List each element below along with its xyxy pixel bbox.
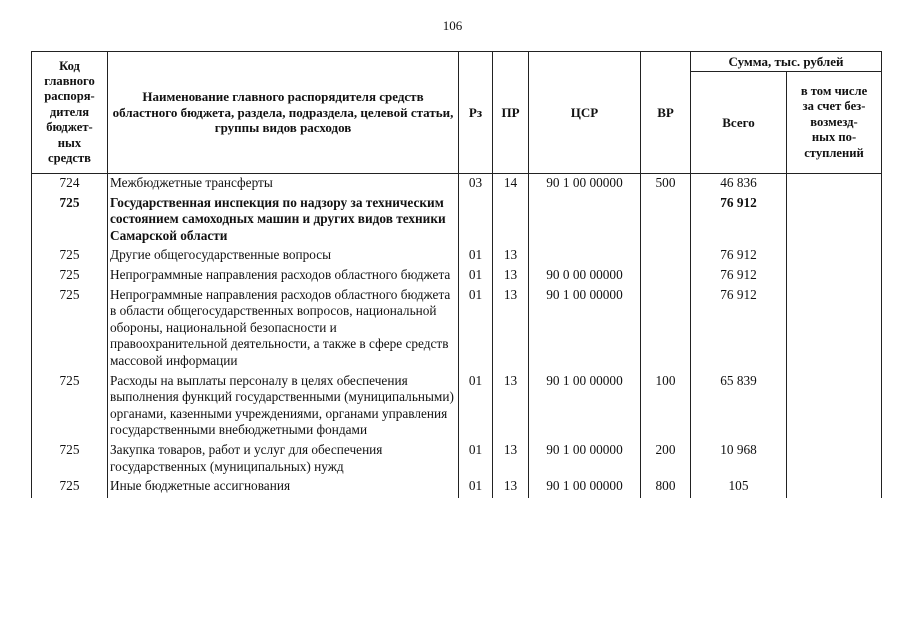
- cell-code: 725: [32, 246, 108, 266]
- cell-rz: 01: [459, 286, 493, 372]
- header-vr: ВР: [641, 52, 691, 174]
- header-rz: Рз: [459, 52, 493, 174]
- cell-vr: 100: [641, 372, 691, 441]
- cell-pr: 13: [493, 246, 529, 266]
- table-row: [32, 246, 882, 266]
- cell-rz: 01: [459, 477, 493, 498]
- cell-code: 725: [32, 477, 108, 498]
- cell-name: Межбюджетные трансферты: [108, 174, 459, 194]
- cell-gratuitous: [787, 441, 882, 477]
- cell-csr: 90 1 00 00000: [529, 441, 641, 477]
- header-total: Всего: [691, 72, 787, 174]
- table-row: [32, 372, 882, 441]
- cell-name: Иные бюджетные ассигнования: [108, 477, 459, 498]
- cell-pr: [493, 194, 529, 247]
- cell-csr: 90 1 00 00000: [529, 174, 641, 194]
- table-row: [32, 174, 882, 194]
- table-body: [32, 174, 882, 498]
- cell-gratuitous: [787, 477, 882, 498]
- header-code: Код главного распоря- дителя бюджет- ных средств: [32, 52, 108, 174]
- cell-pr: 13: [493, 372, 529, 441]
- cell-code: 724: [32, 174, 108, 194]
- cell-gratuitous: [787, 246, 882, 266]
- cell-name: Расходы на выплаты персоналу в целях обеспечения выполнения функций государственными (муниципальными) органами, казенными учреждениями, органами управления государственными внебюджетными фондами: [108, 372, 459, 441]
- cell-name: Непрограммные направления расходов областного бюджета: [108, 266, 459, 286]
- cell-vr: [641, 266, 691, 286]
- cell-csr: 90 1 00 00000: [529, 372, 641, 441]
- cell-vr: [641, 246, 691, 266]
- cell-gratuitous: [787, 174, 882, 194]
- cell-code: 725: [32, 441, 108, 477]
- cell-vr: [641, 194, 691, 247]
- cell-name: Непрограммные направления расходов областного бюджета в области общегосударственных вопросов, национальной обороны, национальной безопасности и правоохранительной деятельности, а также в сфере средств массовой информации: [108, 286, 459, 372]
- cell-csr: 90 1 00 00000: [529, 477, 641, 498]
- cell-pr: 13: [493, 266, 529, 286]
- cell-total: 76 912: [691, 194, 787, 247]
- cell-total: 46 836: [691, 174, 787, 194]
- cell-rz: 01: [459, 441, 493, 477]
- cell-total: 76 912: [691, 266, 787, 286]
- header-pr: ПР: [493, 52, 529, 174]
- budget-table: [31, 51, 882, 498]
- cell-pr: 13: [493, 477, 529, 498]
- header-csr: ЦСР: [529, 52, 641, 174]
- cell-rz: 01: [459, 372, 493, 441]
- cell-vr: [641, 286, 691, 372]
- cell-rz: 03: [459, 174, 493, 194]
- cell-total: 10 968: [691, 441, 787, 477]
- cell-rz: 01: [459, 246, 493, 266]
- cell-total: 105: [691, 477, 787, 498]
- cell-code: 725: [32, 194, 108, 247]
- cell-code: 725: [32, 286, 108, 372]
- cell-vr: 200: [641, 441, 691, 477]
- cell-gratuitous: [787, 194, 882, 247]
- table-row: [32, 266, 882, 286]
- cell-total: 76 912: [691, 286, 787, 372]
- cell-pr: 14: [493, 174, 529, 194]
- cell-rz: 01: [459, 266, 493, 286]
- cell-name: Другие общегосударственные вопросы: [108, 246, 459, 266]
- cell-name: Государственная инспекция по надзору за техническим состоянием самоходных машин и других видов техники Самарской области: [108, 194, 459, 247]
- table-row: [32, 194, 882, 247]
- cell-total: 76 912: [691, 246, 787, 266]
- cell-gratuitous: [787, 266, 882, 286]
- cell-csr: 90 0 00 00000: [529, 266, 641, 286]
- page-number: 106: [442, 18, 463, 33]
- cell-name: Закупка товаров, работ и услуг для обеспечения государственных (муниципальных) нужд: [108, 441, 459, 477]
- cell-vr: 500: [641, 174, 691, 194]
- cell-pr: 13: [493, 286, 529, 372]
- cell-total: 65 839: [691, 372, 787, 441]
- cell-gratuitous: [787, 286, 882, 372]
- table-row: [32, 441, 882, 477]
- cell-vr: 800: [641, 477, 691, 498]
- table-row: [32, 286, 882, 372]
- cell-gratuitous: [787, 372, 882, 441]
- cell-csr: 90 1 00 00000: [529, 286, 641, 372]
- cell-pr: 13: [493, 441, 529, 477]
- cell-code: 725: [32, 266, 108, 286]
- header-amount-group: Сумма, тыс. рублей: [691, 52, 882, 72]
- table-row: [32, 477, 882, 498]
- header-gratuitous: в том числе за счет без- возмезд- ных по- ступлений: [787, 72, 882, 174]
- cell-csr: [529, 194, 641, 247]
- cell-code: 725: [32, 372, 108, 441]
- cell-rz: [459, 194, 493, 247]
- cell-csr: [529, 246, 641, 266]
- header-name: Наименование главного распорядителя средств областного бюджета, раздела, подраздела, целевой статьи, группы видов расходов: [108, 52, 459, 174]
